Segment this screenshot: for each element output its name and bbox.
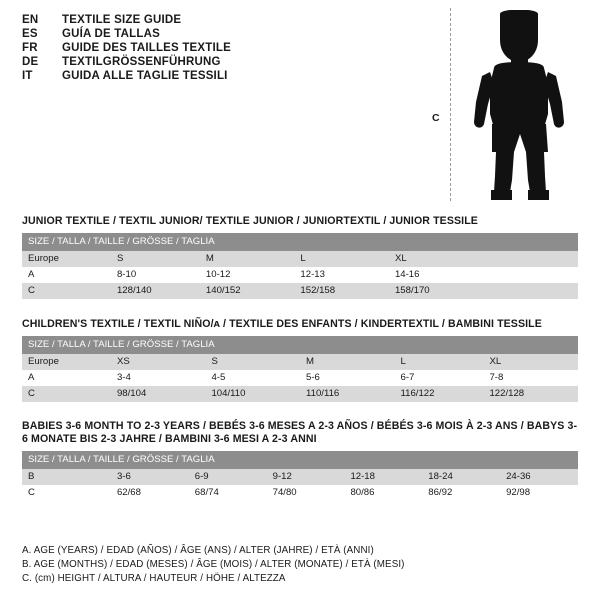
cell: 9-12: [267, 469, 345, 485]
section-title: BABIES 3-6 MONTH TO 2-3 YEARS / BEBÉS 3-6 MESES A 2-3 AÑOS / BÉBÉS 3-6 MOIS À 2-3 ANS / BABYS 3-6 MONATE BIS 2-3 JAHRE / BAMBINI 3-6 MESI A 2-3 ANNI: [22, 420, 578, 445]
language-row: [22, 56, 442, 68]
section-childrens-textile: [22, 318, 578, 402]
cell: XL: [389, 251, 578, 267]
row-label: A: [22, 370, 111, 386]
cell: 104/110: [205, 386, 300, 402]
cell: 6-7: [395, 370, 484, 386]
cell: 128/140: [111, 283, 200, 299]
language-row: [22, 28, 442, 40]
table-header-label: SIZE / TALLA / TAILLE / GRÖSSE / TAGLIA: [22, 336, 578, 354]
cell: XL: [483, 354, 578, 370]
row-label: B: [22, 469, 111, 485]
legend-line-c: C. (cm) HEIGHT / ALTURA / HAUTEUR / HÖHE / ALTEZZA: [22, 573, 286, 584]
cell: 14-16: [389, 267, 578, 283]
cell: S: [205, 354, 300, 370]
cell: 74/80: [267, 485, 345, 501]
language-title: GUIDA ALLE TAGLIE TESSILI: [62, 70, 228, 82]
child-silhouette-icon: [464, 10, 576, 207]
legend-line-b: B. AGE (MONTHS) / EDAD (MESES) / ÂGE (MOIS) / ALTER (MONATE) / ETÀ (MESI): [22, 559, 405, 570]
cell: 5-6: [300, 370, 395, 386]
row-label: Europe: [22, 251, 111, 267]
cell: XS: [111, 354, 206, 370]
language-title: TEXTILE SIZE GUIDE: [62, 14, 182, 26]
table-row: [22, 267, 578, 283]
babies-size-table: [22, 451, 578, 501]
table-header-label: SIZE / TALLA / TAILLE / GRÖSSE / TAGLIA: [22, 451, 578, 469]
cell: 140/152: [200, 283, 295, 299]
row-label: Europe: [22, 354, 111, 370]
table-row: [22, 386, 578, 402]
table-row: [22, 354, 578, 370]
language-title-block: [22, 14, 442, 84]
measurement-figure: [432, 8, 582, 203]
section-title: CHILDREN'S TEXTILE / TEXTIL NIÑO/ᴀ / TEXTILE DES ENFANTS / KINDERTEXTIL / BAMBINI TESSILE: [22, 318, 542, 330]
cell: 3-6: [111, 469, 189, 485]
cell: L: [395, 354, 484, 370]
cell: S: [111, 251, 200, 267]
cell: 12-13: [294, 267, 389, 283]
cell: M: [300, 354, 395, 370]
cell: 3-4: [111, 370, 206, 386]
cell: 6-9: [189, 469, 267, 485]
cell: 80/86: [344, 485, 422, 501]
legend-block: [22, 544, 578, 586]
table-row: [22, 469, 578, 485]
cell: 92/98: [500, 485, 578, 501]
row-label: A: [22, 267, 111, 283]
cell: 68/74: [189, 485, 267, 501]
language-row: [22, 14, 442, 26]
row-label: C: [22, 386, 111, 402]
language-code: EN: [22, 14, 39, 26]
section-title: JUNIOR TEXTILE / TEXTIL JUNIOR/ TEXTILE JUNIOR / JUNIORTEXTIL / JUNIOR TESSILE: [22, 215, 478, 227]
table-row: [22, 283, 578, 299]
cell: 62/68: [111, 485, 189, 501]
row-label: C: [22, 283, 111, 299]
cell: 122/128: [483, 386, 578, 402]
cell: 18-24: [422, 469, 500, 485]
language-row: [22, 70, 442, 82]
cell: 4-5: [205, 370, 300, 386]
cell: 24-36: [500, 469, 578, 485]
cell: 12-18: [344, 469, 422, 485]
cell: 8-10: [111, 267, 200, 283]
children-size-table: [22, 336, 578, 402]
table-header-row: [22, 451, 578, 469]
language-code: IT: [22, 70, 33, 82]
table-row: [22, 485, 578, 501]
height-measure-label: C: [432, 112, 440, 124]
language-title: GUÍA DE TALLAS: [62, 28, 160, 40]
cell: M: [200, 251, 295, 267]
cell: 116/122: [395, 386, 484, 402]
language-code: DE: [22, 56, 39, 68]
junior-size-table: [22, 233, 578, 299]
table-header-row: [22, 233, 578, 251]
cell: L: [294, 251, 389, 267]
cell: 98/104: [111, 386, 206, 402]
row-label: C: [22, 485, 111, 501]
cell: 7-8: [483, 370, 578, 386]
language-title: TEXTILGRÖSSENFÜHRUNG: [62, 56, 221, 68]
language-code: FR: [22, 42, 38, 54]
language-title: GUIDE DES TAILLES TEXTILE: [62, 42, 231, 54]
table-header-row: [22, 336, 578, 354]
table-header-label: SIZE / TALLA / TAILLE / GRÖSSE / TAGLIA: [22, 233, 578, 251]
language-code: ES: [22, 28, 38, 40]
table-row: [22, 251, 578, 267]
section-babies-textile: [22, 420, 578, 501]
language-row: [22, 42, 442, 54]
section-junior-textile: [22, 215, 578, 299]
cell: 158/170: [389, 283, 578, 299]
cell: 110/116: [300, 386, 395, 402]
height-guide-line: [450, 8, 451, 201]
cell: 152/158: [294, 283, 389, 299]
cell: 10-12: [200, 267, 295, 283]
table-row: [22, 370, 578, 386]
legend-line-a: A. AGE (YEARS) / EDAD (AÑOS) / ÂGE (ANS) / ALTER (JAHRE) / ETÀ (ANNI): [22, 545, 374, 556]
cell: 86/92: [422, 485, 500, 501]
